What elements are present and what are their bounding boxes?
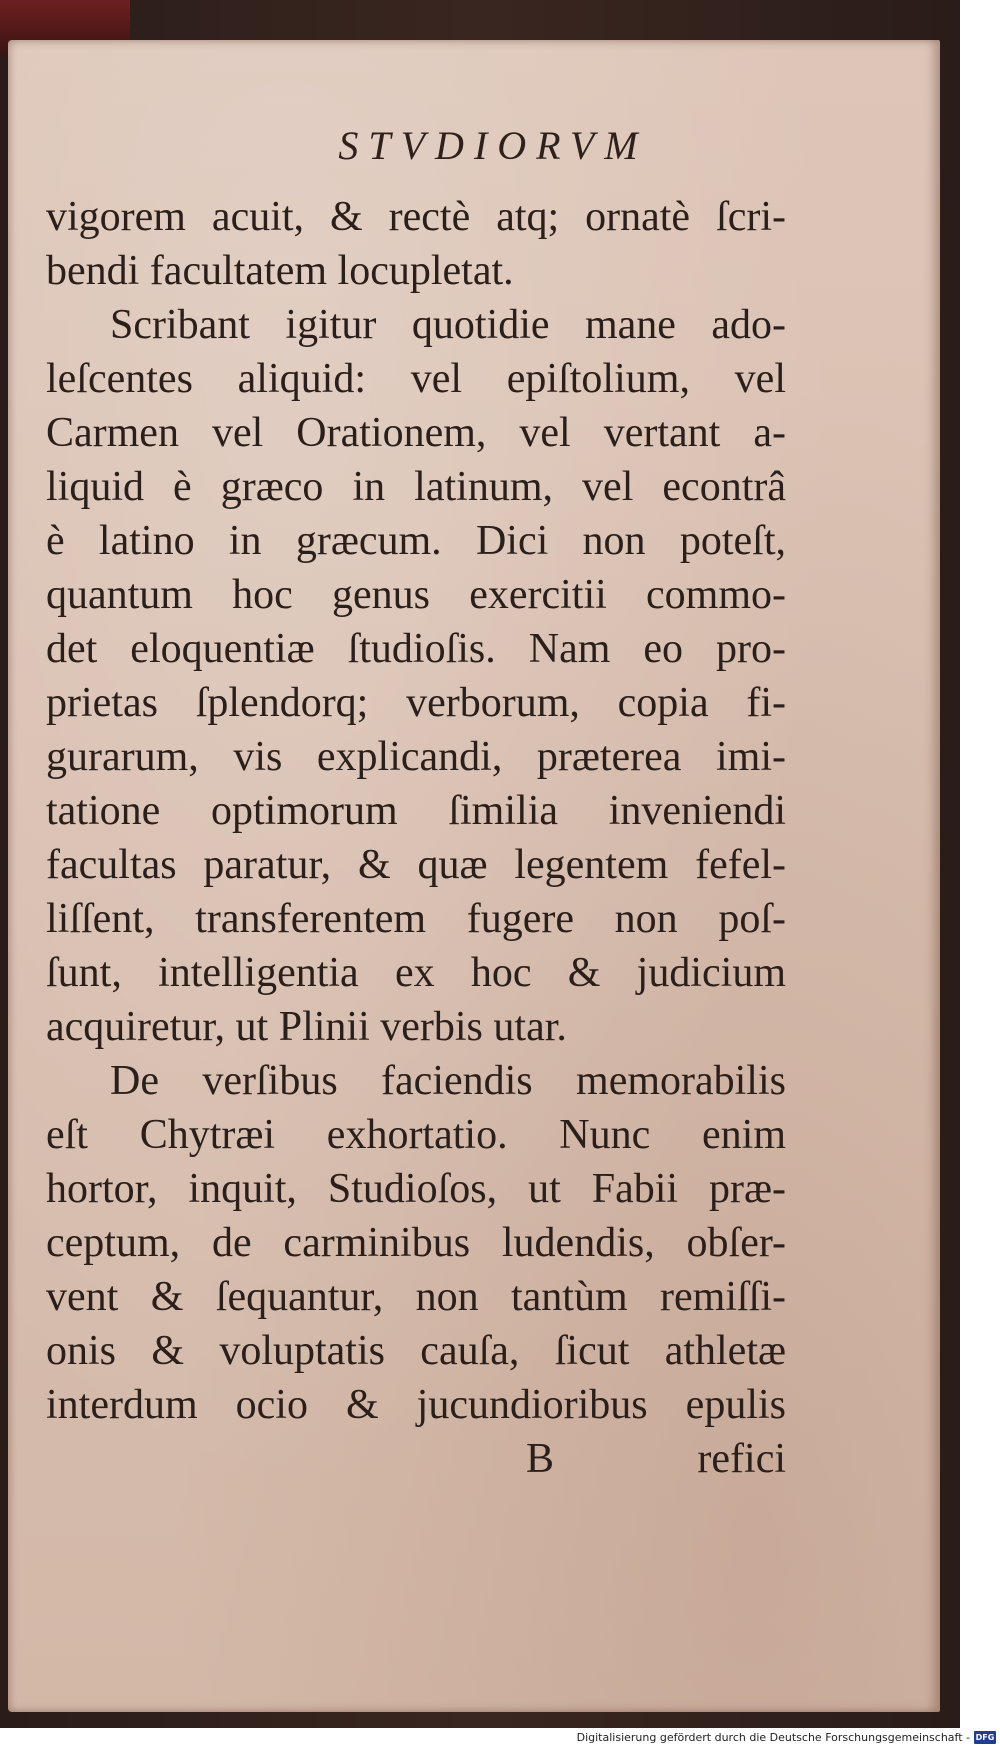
text-line: liſſent, transferentem fugere non poſ- (46, 896, 786, 942)
text-line: leſcentes aliquid: vel epiſtolium, vel (46, 356, 786, 402)
running-head: STVDIORVM (338, 123, 648, 168)
text-line: De verſibus faciendis memorabilis (110, 1058, 786, 1104)
catchword: refici (697, 1436, 786, 1482)
text-line: interdum ocio & jucundioribus epulis (46, 1382, 786, 1428)
text-line: vent & ſequantur, non tantùm remiſſi- (46, 1274, 786, 1320)
text-line: ceptum, de carminibus ludendis, obſer- (46, 1220, 786, 1266)
text-line: bendi facultatem locupletat. (46, 248, 514, 294)
text-line: acquiretur, ut Plinii verbis utar. (46, 1004, 567, 1050)
text-line: facultas paratur, & quæ legentem fefel- (46, 842, 786, 888)
text-line: è latino in græcum. Dici non poteſt, (46, 518, 786, 564)
text-line: onis & voluptatis cauſa, ſicut athletæ (46, 1328, 786, 1374)
signature-mark: B (526, 1436, 555, 1482)
page-foot-row (46, 1432, 786, 1486)
dfg-logo: DFG (975, 1733, 995, 1742)
text-lines (46, 190, 786, 1432)
text-line: hortor, inquit, Studioſos, ut Fabii præ- (46, 1166, 786, 1212)
text-line: vigorem acuit, & rectè atq; ornatè ſcri- (46, 194, 786, 240)
text-line: eſt Chytræi exhortatio. Nunc enim (46, 1112, 786, 1158)
text-line: quantum hoc genus exercitii commo- (46, 572, 786, 618)
text-line: gurarum, vis explicandi, præterea imi- (46, 734, 786, 780)
text-line: liquid è græco in latinum, vel econtrâ (46, 464, 786, 510)
text-line: tatione optimorum ſimilia inveniendi (46, 788, 786, 834)
text-line: Scribant igitur quotidie mane ado- (110, 302, 786, 348)
body-text (46, 190, 786, 1486)
text-line: ſunt, intelligentia ex hoc & judicium (46, 950, 786, 996)
text-line: prietas ſplendorq; verborum, copia fi- (46, 680, 786, 726)
footer-credit: Digitalisierung gefördert durch die Deutsche Forschungsgemeinschaft - (576, 1731, 970, 1744)
text-line: det eloquentiæ ſtudioſis. Nam eo pro- (46, 626, 786, 672)
book-page (8, 40, 940, 1712)
text-line: Carmen vel Orationem, vel vertant a- (46, 410, 786, 456)
